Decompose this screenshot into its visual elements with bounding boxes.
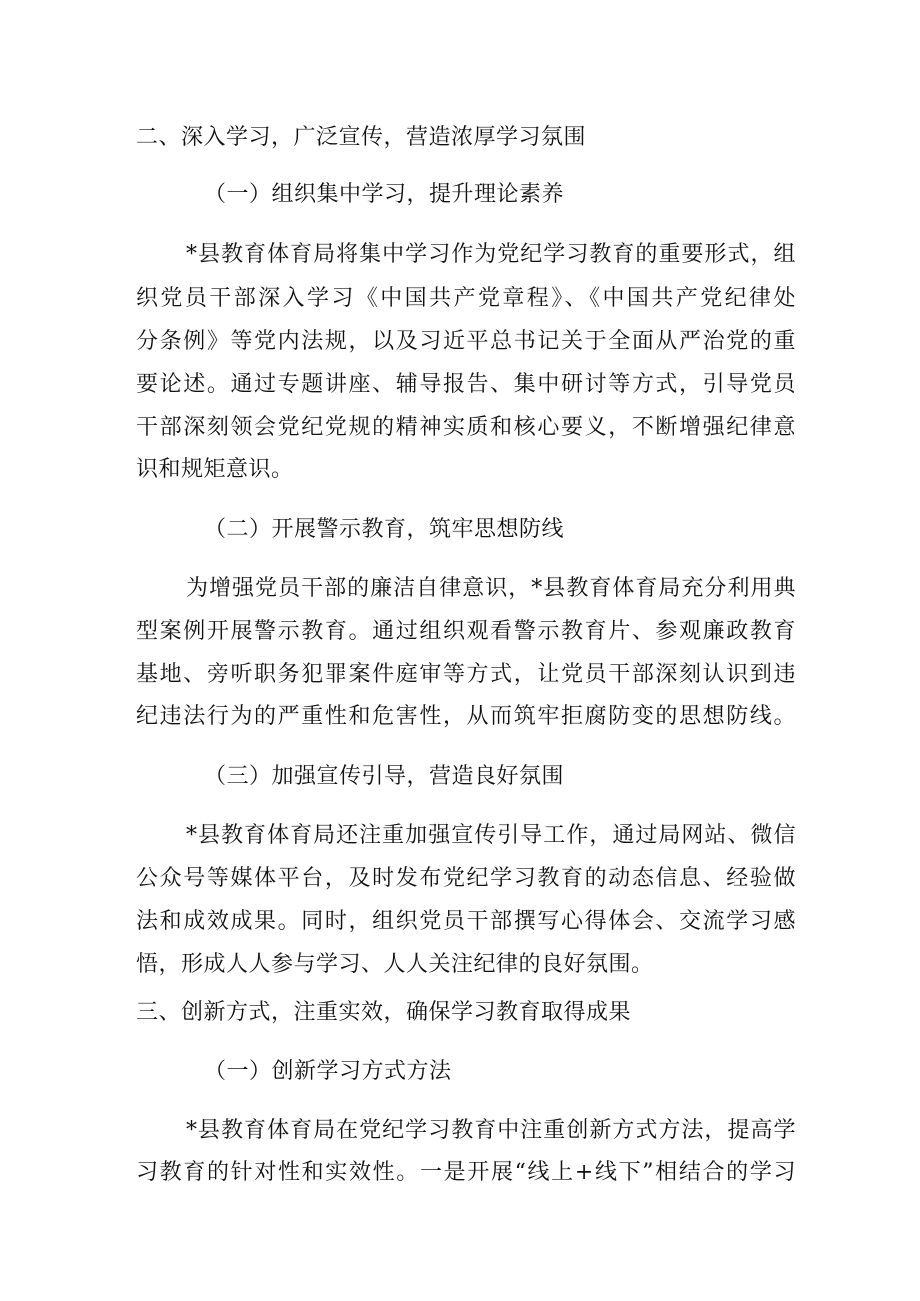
- paragraph-line: 要论述。通过专题讲座、辅导报告、集中研讨等方式，引导党员: [136, 372, 796, 397]
- paragraph-line: 型案例开展警示教育。通过组织观看警示教育片、参观廉政教育: [136, 619, 796, 644]
- paragraph-line: 识和规矩意识。: [136, 457, 294, 482]
- section-3-sub-1-heading: （一）创新学习方式方法: [204, 1059, 452, 1084]
- paragraph-line: *县教育体育局在党纪学习教育中注重创新方式方法，提高学: [186, 1118, 796, 1143]
- paragraph-line: 公众号等媒体平台，及时发布党纪学习教育的动态信息、经验做: [136, 866, 796, 891]
- section-3-heading: 三、创新方式，注重实效，确保学习教育取得成果: [136, 1000, 632, 1025]
- paragraph-line: 干部深刻领会党纪党规的精神实质和核心要义，不断增强纪律意: [136, 415, 796, 440]
- paragraph-line: 习教育的针对性和实效性。一是开展“线上+线下”相结合的学习: [136, 1160, 796, 1185]
- paragraph-line: *县教育体育局将集中学习作为党纪学习教育的重要形式，组: [186, 242, 796, 267]
- section-2-sub-1-heading: （一）组织集中学习，提升理论素养: [204, 182, 565, 207]
- paragraph-line: 织党员干部深入学习《中国共产党章程》、《中国共产党纪律处: [136, 286, 796, 311]
- paragraph-line: 基地、旁听职务犯罪案件庭审等方式，让党员干部深刻认识到违: [136, 662, 796, 687]
- paragraph-line: 为增强党员干部的廉洁自律意识，*县教育体育局充分利用典: [186, 576, 796, 601]
- paragraph-line: 纪违法行为的严重性和危害性，从而筑牢拒腐防变的思想防线。: [136, 704, 796, 729]
- paragraph-line: 分条例》等党内法规，以及习近平总书记关于全面从严治党的重: [136, 329, 796, 354]
- paragraph-line: 法和成效成果。同时，组织党员干部撰写心得体会、交流学习感: [136, 909, 796, 934]
- paragraph-line: *县教育体育局还注重加强宣传引导工作，通过局网站、微信: [186, 823, 796, 848]
- paragraph-line: 悟，形成人人参与学习、人人关注纪律的良好氛围。: [136, 952, 654, 977]
- section-2-sub-2-heading: （二）开展警示教育，筑牢思想防线: [204, 517, 565, 542]
- section-2-sub-3-heading: （三）加强宣传引导，营造良好氛围: [204, 764, 565, 789]
- section-2-heading: 二、深入学习，广泛宣传，营造浓厚学习氛围: [136, 125, 587, 150]
